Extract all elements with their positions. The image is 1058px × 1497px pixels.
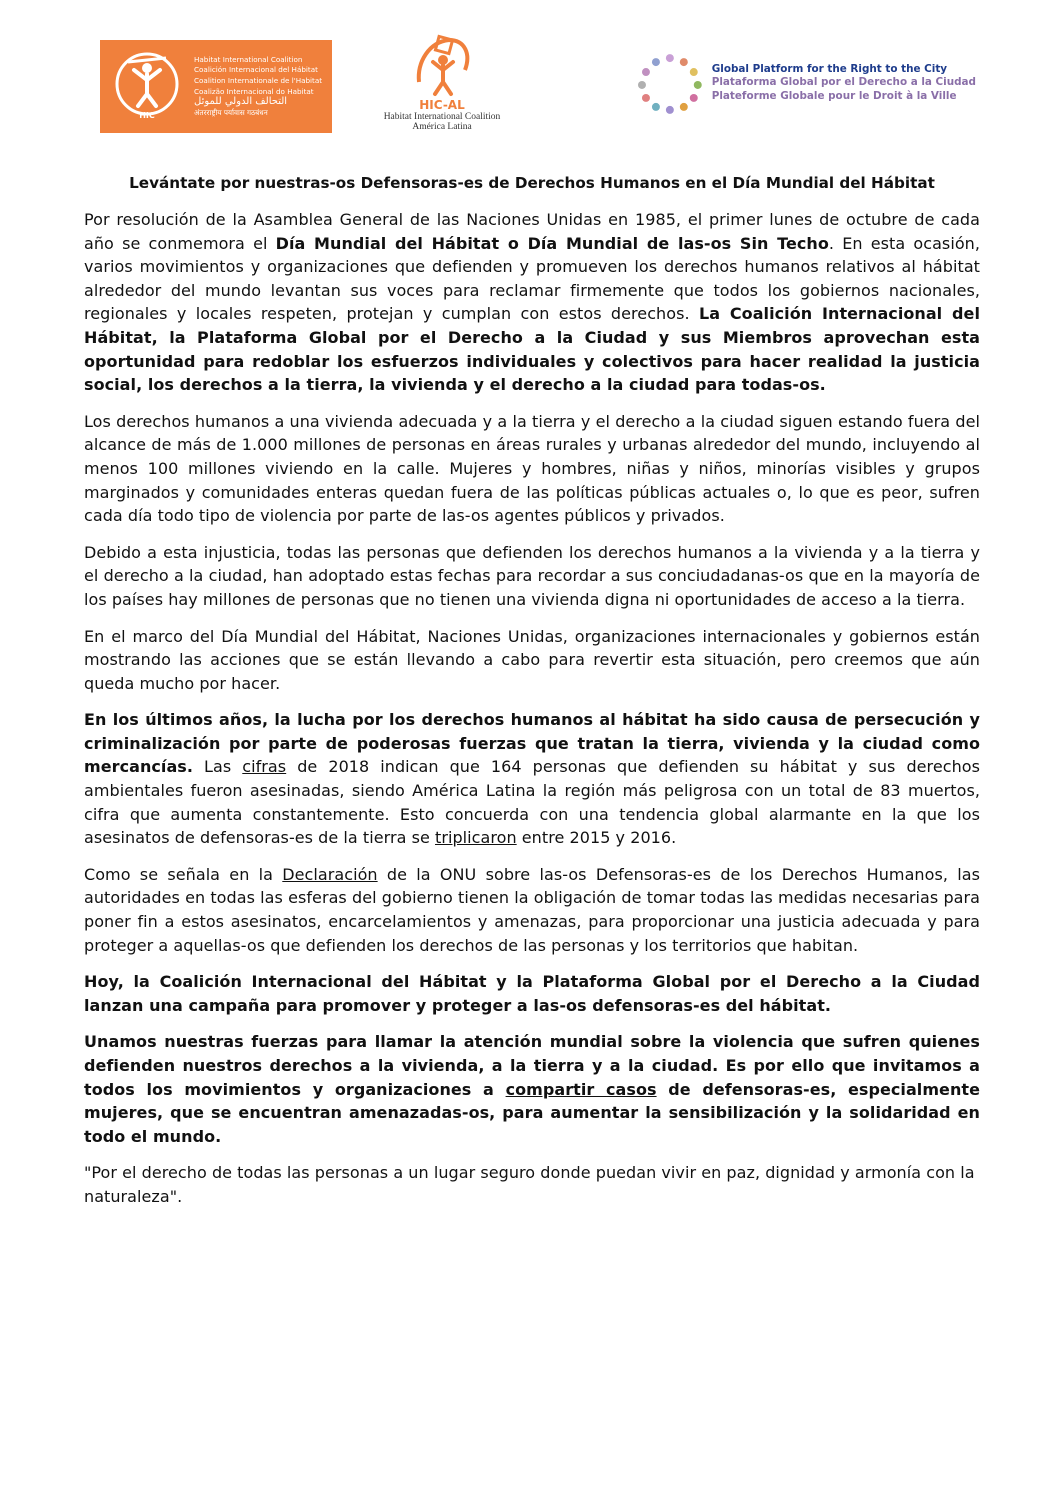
global-platform-logo xyxy=(636,50,976,116)
text-run: . En esta ocasión, varios movimientos y organizaciones que defienden y promueven los derechos humanos relativos al hábitat alrededor del mundo levantan sus voces para reclamar firmemente que todos los gobiernos nacionales, regionales y locales respeten, protejan y cumplan con estos derechos. xyxy=(84,233,980,324)
global-platform-text xyxy=(712,63,976,104)
hic-logo-text xyxy=(194,55,322,119)
bold-run: Hoy, la Coalición Internacional del Hábitat y la Plataforma Global por el Derecho a la Ciudad lanzan una campaña para promover y proteger a las-os defensoras-es del hábitat. xyxy=(84,972,980,1015)
document-title: Levántate por nuestras-os Defensoras-es de Derechos Humanos en el Día Mundial del Hábitat xyxy=(129,174,935,192)
gp-line-en: Global Platform for the Right to the City xyxy=(711,62,948,75)
text-run: de la ONU sobre las-os Defensoras-es de los Derechos Humanos, las autoridades en todas las esferas del gobierno tienen la obligación de tomar todas las medidas necesarias para poner fin a estos asesinatos, encarcelamientos y amenazas, para proporcionar una justicia adecuada y para proteger a aquellas-os que defienden los derechos de las personas y los territorios que habitan. xyxy=(84,864,980,955)
link-triplicaron[interactable]: triplicaron xyxy=(435,828,517,848)
link-declaracion[interactable]: Declaración xyxy=(282,864,378,884)
hic-line: Coalizão Internacional do Habitat xyxy=(194,86,314,96)
hic-al-logo xyxy=(372,32,512,137)
page-header xyxy=(0,32,1058,142)
hic-emblem-label: HIC xyxy=(139,110,155,120)
hic-al-sub1: Habitat International Coalition xyxy=(383,112,501,122)
bold-run: Unamos nuestras fuerzas para llamar la atención mundial sobre la violencia que sufren quienes defienden nuestros derechos a la vivienda, a la tierra y a la ciudad. Es por ello que invitamos a todos los movimientos y organizaciones a xyxy=(84,1032,980,1099)
hic-line: Coalition Internationale de l'Habitat xyxy=(194,75,323,85)
text-run: entre 2015 y 2016. xyxy=(516,828,677,848)
bold-run: En los últimos años, la lucha por los derechos humanos al hábitat ha sido causa de persecución y criminalización por parte de poderosas fuerzas que tratan la tierra, vivienda y la ciudad como mercancías. xyxy=(84,710,980,777)
hic-line: التحالف الدولي للموئل xyxy=(194,96,288,108)
paragraph-3: Debido a esta injusticia, todas las personas que defienden los derechos humanos a la vivienda y a la tierra y el derecho a la ciudad, han adoptado estas fechas para recordar a sus conciudadanas-os que en la mayoría de los países hay millones de personas que no tienen una vivienda digna ni oportunidades de acceso a la tierra. xyxy=(84,542,980,609)
gp-line-fr: Plateforme Globale pour le Droit à la Ville xyxy=(711,89,957,102)
paragraph-1 xyxy=(84,208,980,397)
hic-line: Habitat International Coalition xyxy=(194,54,303,64)
hic-al-emblem-icon xyxy=(407,32,477,102)
text-run: Por resolución de la Asamblea General de las Naciones Unidas en 1985, el primer lunes de octubre de cada año se conmemora el xyxy=(84,210,980,253)
hic-line: अंतरराष्ट्रीय पर्यावास गठबंधन xyxy=(194,107,268,117)
document-body xyxy=(84,174,980,1222)
bold-run: Día Mundial del Hábitat o Día Mundial de las-os Sin Techo xyxy=(275,233,829,253)
hic-al-sub2: América Latina xyxy=(412,122,472,132)
link-cifras[interactable]: cifras xyxy=(242,757,287,777)
text-run: de 2018 indican que 164 personas que defienden su hábitat y sus derechos ambientales fueron asesinadas, siendo América Latina la región más peligrosa con un total de 83 muertos, cifra que aumenta constantemente. Esto concuerda con una tendencia global alarmante en la que los asesinatos de defensoras-es de la tierra se xyxy=(84,757,980,848)
paragraph-7 xyxy=(84,970,980,1017)
paragraph-4: En el marco del Día Mundial del Hábitat, Naciones Unidas, organizaciones internacionales y gobiernos están mostrando las acciones que se están llevando a cabo para revertir esta situación, pero creemos que aún queda mucho por hacer. xyxy=(84,626,980,693)
global-platform-emblem-icon xyxy=(636,50,704,116)
gp-line-es: Plataforma Global por el Derecho a la Ciudad xyxy=(711,76,976,89)
paragraph-5 xyxy=(84,708,980,850)
paragraph-8 xyxy=(84,1030,980,1148)
hic-line: Coalición Internacional del Hábitat xyxy=(194,65,318,75)
text-run: Como se señala en la xyxy=(84,864,283,884)
paragraph-6 xyxy=(84,863,980,957)
paragraph-2: Los derechos humanos a una vivienda adecuada y a la tierra y el derecho a la ciudad siguen estando fuera del alcance de más de 1.000 millones de personas en áreas rurales y urbanas alrededor del mundo, incluyendo al menos 100 millones viviendo en la calle. Mujeres y hombres, niñas y niños, minorías visibles y grupos marginados y comunidades enteras quedan fuera de las políticas públicas actuales o, lo que es peor, sufren cada día todo tipo de violencia por parte de las-os agentes públicos y privados. xyxy=(84,411,980,526)
bold-run: de defensoras-es, especialmente mujeres, que se encuentran amenazadas-os, para aumentar la sensibilización y la solidaridad en todo el mundo. xyxy=(84,1079,981,1146)
hic-logo xyxy=(100,40,332,133)
link-compartir-casos[interactable]: compartir casos xyxy=(505,1079,657,1099)
text-run: Las xyxy=(193,757,243,777)
closing-quote: "Por el derecho de todas las personas a un lugar seguro donde puedan vivir en paz, dignidad y armonía con la naturaleza". xyxy=(84,1163,975,1206)
bold-run: La Coalición Internacional del Hábitat, la Plataforma Global por el Derecho a la Ciudad y sus Miembros aprovechan esta oportunidad para redoblar los esfuerzos individuales y colectivos para hacer realidad la justicia social, los derechos a la tierra, la vivienda y el derecho a la ciudad para todas-os. xyxy=(84,304,980,395)
hic-al-name: HIC-AL xyxy=(419,98,465,112)
hic-emblem-icon xyxy=(108,48,186,126)
